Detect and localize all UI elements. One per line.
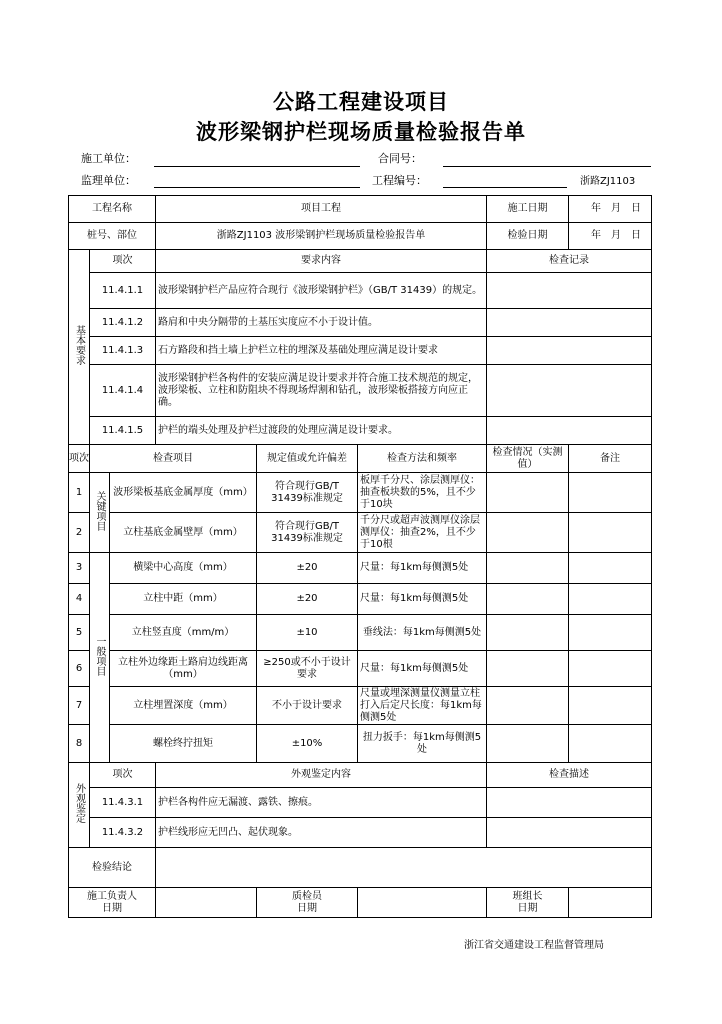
quality-inspector-cell xyxy=(257,888,358,918)
team-leader-sign[interactable] xyxy=(569,888,652,918)
basic-text: 波形梁钢护栏各构件的安装应满足设计要求并符合施工技术规范的规定，波形梁板、立柱和防阻块不得现场焊割和钻孔，波形梁板搭接方向应正确。 xyxy=(156,365,487,417)
check-no: 5 xyxy=(69,615,90,651)
title-line-1: 公路工程建设项目 xyxy=(273,90,449,114)
check-note[interactable] xyxy=(569,513,652,553)
basic-record[interactable] xyxy=(487,273,652,309)
check-col-result: 检查情况（实测值） xyxy=(487,445,569,473)
check-result[interactable] xyxy=(487,687,569,725)
appearance-desc[interactable] xyxy=(487,818,652,848)
check-note[interactable] xyxy=(569,651,652,687)
appearance-code: 11.4.3.1 xyxy=(90,788,156,818)
title-line-2: 波形梁钢护栏现场质量检验报告单 xyxy=(196,120,526,144)
footer-issuer: 浙江省交通建设工程监督管理局 xyxy=(464,940,604,951)
check-no: 7 xyxy=(69,687,90,725)
project-no-field[interactable] xyxy=(443,187,567,188)
basic-code: 11.4.1.3 xyxy=(90,337,156,365)
check-no: 4 xyxy=(69,584,90,615)
check-result[interactable] xyxy=(487,553,569,584)
station-value[interactable]: 浙路ZJ1103 波形梁钢护栏现场质量检验报告单 xyxy=(156,223,487,250)
check-note[interactable] xyxy=(569,687,652,725)
check-item: 立柱中距（mm） xyxy=(110,584,257,615)
key-items-label xyxy=(90,473,110,553)
inspection-date-value[interactable]: 年 月 日 xyxy=(569,223,652,250)
check-note[interactable] xyxy=(569,584,652,615)
appearance-desc[interactable] xyxy=(487,788,652,818)
contractor-head-cell xyxy=(69,888,156,918)
basic-text: 护栏的端头处理及护栏过渡段的处理应满足设计要求。 xyxy=(156,417,487,445)
check-result[interactable] xyxy=(487,584,569,615)
check-note[interactable] xyxy=(569,473,652,513)
check-result[interactable] xyxy=(487,513,569,553)
check-no: 3 xyxy=(69,553,90,584)
check-method: 板厚千分尺、涂层测厚仪：抽查板块数的5%，且不少于10块 xyxy=(358,473,487,513)
basic-code: 11.4.1.1 xyxy=(90,273,156,309)
basic-text: 路肩和中央分隔带的土基压实度应不小于设计值。 xyxy=(156,309,487,337)
check-method: 千分尺或超声波测厚仪涂层测厚仪：抽查2%，且不少于10根 xyxy=(358,513,487,553)
check-item: 横梁中心高度（mm） xyxy=(110,553,257,584)
station-label: 桩号、部位 xyxy=(69,223,156,250)
general-items-text: 一般项目 xyxy=(94,635,105,676)
supervisor-label: 监理单位： xyxy=(81,174,136,187)
check-result[interactable] xyxy=(487,725,569,763)
basic-requirements-text: 基本要求 xyxy=(73,325,85,365)
date-label: 日期 xyxy=(297,902,317,914)
check-spec: ±20 xyxy=(257,584,358,615)
check-col-item: 检查项目 xyxy=(90,445,257,473)
contractor-field[interactable] xyxy=(154,166,360,167)
check-spec: 不小于设计要求 xyxy=(257,687,358,725)
check-result[interactable] xyxy=(487,651,569,687)
contractor-head-label: 施工负责人 xyxy=(87,890,137,902)
contractor-head-sign[interactable] xyxy=(156,888,257,918)
check-result[interactable] xyxy=(487,615,569,651)
basic-record[interactable] xyxy=(487,417,652,445)
check-col-note: 备注 xyxy=(569,445,652,473)
check-item: 螺栓终拧扭矩 xyxy=(110,725,257,763)
check-note[interactable] xyxy=(569,725,652,763)
supervisor-field[interactable] xyxy=(154,187,360,188)
appearance-code: 11.4.3.2 xyxy=(90,818,156,848)
check-no: 2 xyxy=(69,513,90,553)
check-note[interactable] xyxy=(569,615,652,651)
basic-record[interactable] xyxy=(487,337,652,365)
general-items-label xyxy=(90,553,110,763)
check-note[interactable] xyxy=(569,553,652,584)
check-method: 尺量：每1km每侧测5处 xyxy=(358,651,487,687)
basic-code: 11.4.1.4 xyxy=(90,365,156,417)
basic-col-item: 项次 xyxy=(90,250,156,273)
appearance-text: 外观鉴定 xyxy=(73,783,85,823)
check-spec: ±10 xyxy=(257,615,358,651)
basic-code: 11.4.1.5 xyxy=(90,417,156,445)
check-item: 立柱埋置深度（mm） xyxy=(110,687,257,725)
basic-requirements-label xyxy=(69,250,90,445)
project-name-label: 工程名称 xyxy=(69,196,156,223)
basic-record[interactable] xyxy=(487,309,652,337)
project-name-value[interactable]: 项目工程 xyxy=(156,196,487,223)
quality-inspector-label: 质检员 xyxy=(292,890,322,902)
basic-text: 石方路段和挡土墙上护栏立柱的埋深及基础处理应满足设计要求 xyxy=(156,337,487,365)
project-no-label: 工程编号： xyxy=(372,174,427,187)
conclusion-value[interactable] xyxy=(156,848,652,888)
conclusion-label: 检验结论 xyxy=(69,848,156,888)
check-item: 立柱基底金属壁厚（mm） xyxy=(110,513,257,553)
check-spec: ±20 xyxy=(257,553,358,584)
appearance-col-desc: 检查描述 xyxy=(487,763,652,788)
inspection-table xyxy=(68,195,652,918)
contract-no-field[interactable] xyxy=(443,166,651,167)
quality-inspector-sign[interactable] xyxy=(358,888,487,918)
inspection-date-label: 检验日期 xyxy=(487,223,569,250)
check-method: 扭力扳手：每1km每侧测5处 xyxy=(358,725,487,763)
basic-record[interactable] xyxy=(487,365,652,417)
appearance-text: 护栏各构件应无漏渡、露铁、擦痕。 xyxy=(156,788,487,818)
check-method: 尺量或埋深测量仪测量立柱打入后定尺长度：每1km每侧测5处 xyxy=(358,687,487,725)
check-spec: 符合现行GB/T 31439标准规定 xyxy=(257,513,358,553)
appearance-label xyxy=(69,763,90,848)
basic-col-record: 检查记录 xyxy=(487,250,652,273)
check-item: 立柱外边缘距土路肩边线距离（mm） xyxy=(110,651,257,687)
check-method: 尺量：每1km每侧测5处 xyxy=(358,584,487,615)
appearance-col-item: 项次 xyxy=(90,763,156,788)
check-spec: ≥250或不小于设计要求 xyxy=(257,651,358,687)
team-leader-label: 班组长 xyxy=(512,890,543,902)
date-label: 日期 xyxy=(102,902,122,914)
date-label: 日期 xyxy=(517,902,538,914)
basic-col-content: 要求内容 xyxy=(156,250,487,273)
key-items-text: 关键项目 xyxy=(94,490,105,531)
check-method: 垂线法：每1km每侧测5处 xyxy=(358,615,487,651)
check-spec: ±10% xyxy=(257,725,358,763)
check-item: 波形梁板基底金属厚度（mm） xyxy=(110,473,257,513)
check-col-method: 检查方法和频率 xyxy=(358,445,487,473)
check-col-spec: 规定值或允许偏差 xyxy=(257,445,358,473)
team-leader-cell xyxy=(487,888,569,918)
check-no: 8 xyxy=(69,725,90,763)
check-spec: 符合现行GB/T 31439标准规定 xyxy=(257,473,358,513)
construction-date-label: 施工日期 xyxy=(487,196,569,223)
appearance-col-content: 外观鉴定内容 xyxy=(156,763,487,788)
check-col-no: 项次 xyxy=(69,445,90,473)
check-no: 6 xyxy=(69,651,90,687)
basic-text: 波形梁钢护栏产品应符合现行《波形梁钢护栏》（GB/T 31439）的规定。 xyxy=(156,273,487,309)
check-result[interactable] xyxy=(487,473,569,513)
form-code: 浙路ZJ1103 xyxy=(580,176,636,187)
appearance-text: 护栏线形应无凹凸、起伏现象。 xyxy=(156,818,487,848)
construction-date-value[interactable]: 年 月 日 xyxy=(569,196,652,223)
check-method: 尺量：每1km每侧测5处 xyxy=(358,553,487,584)
check-item: 立柱竖直度（mm/m） xyxy=(110,615,257,651)
check-no: 1 xyxy=(69,473,90,513)
basic-code: 11.4.1.2 xyxy=(90,309,156,337)
contract-no-label: 合同号： xyxy=(378,152,422,165)
contractor-label: 施工单位： xyxy=(81,152,136,165)
